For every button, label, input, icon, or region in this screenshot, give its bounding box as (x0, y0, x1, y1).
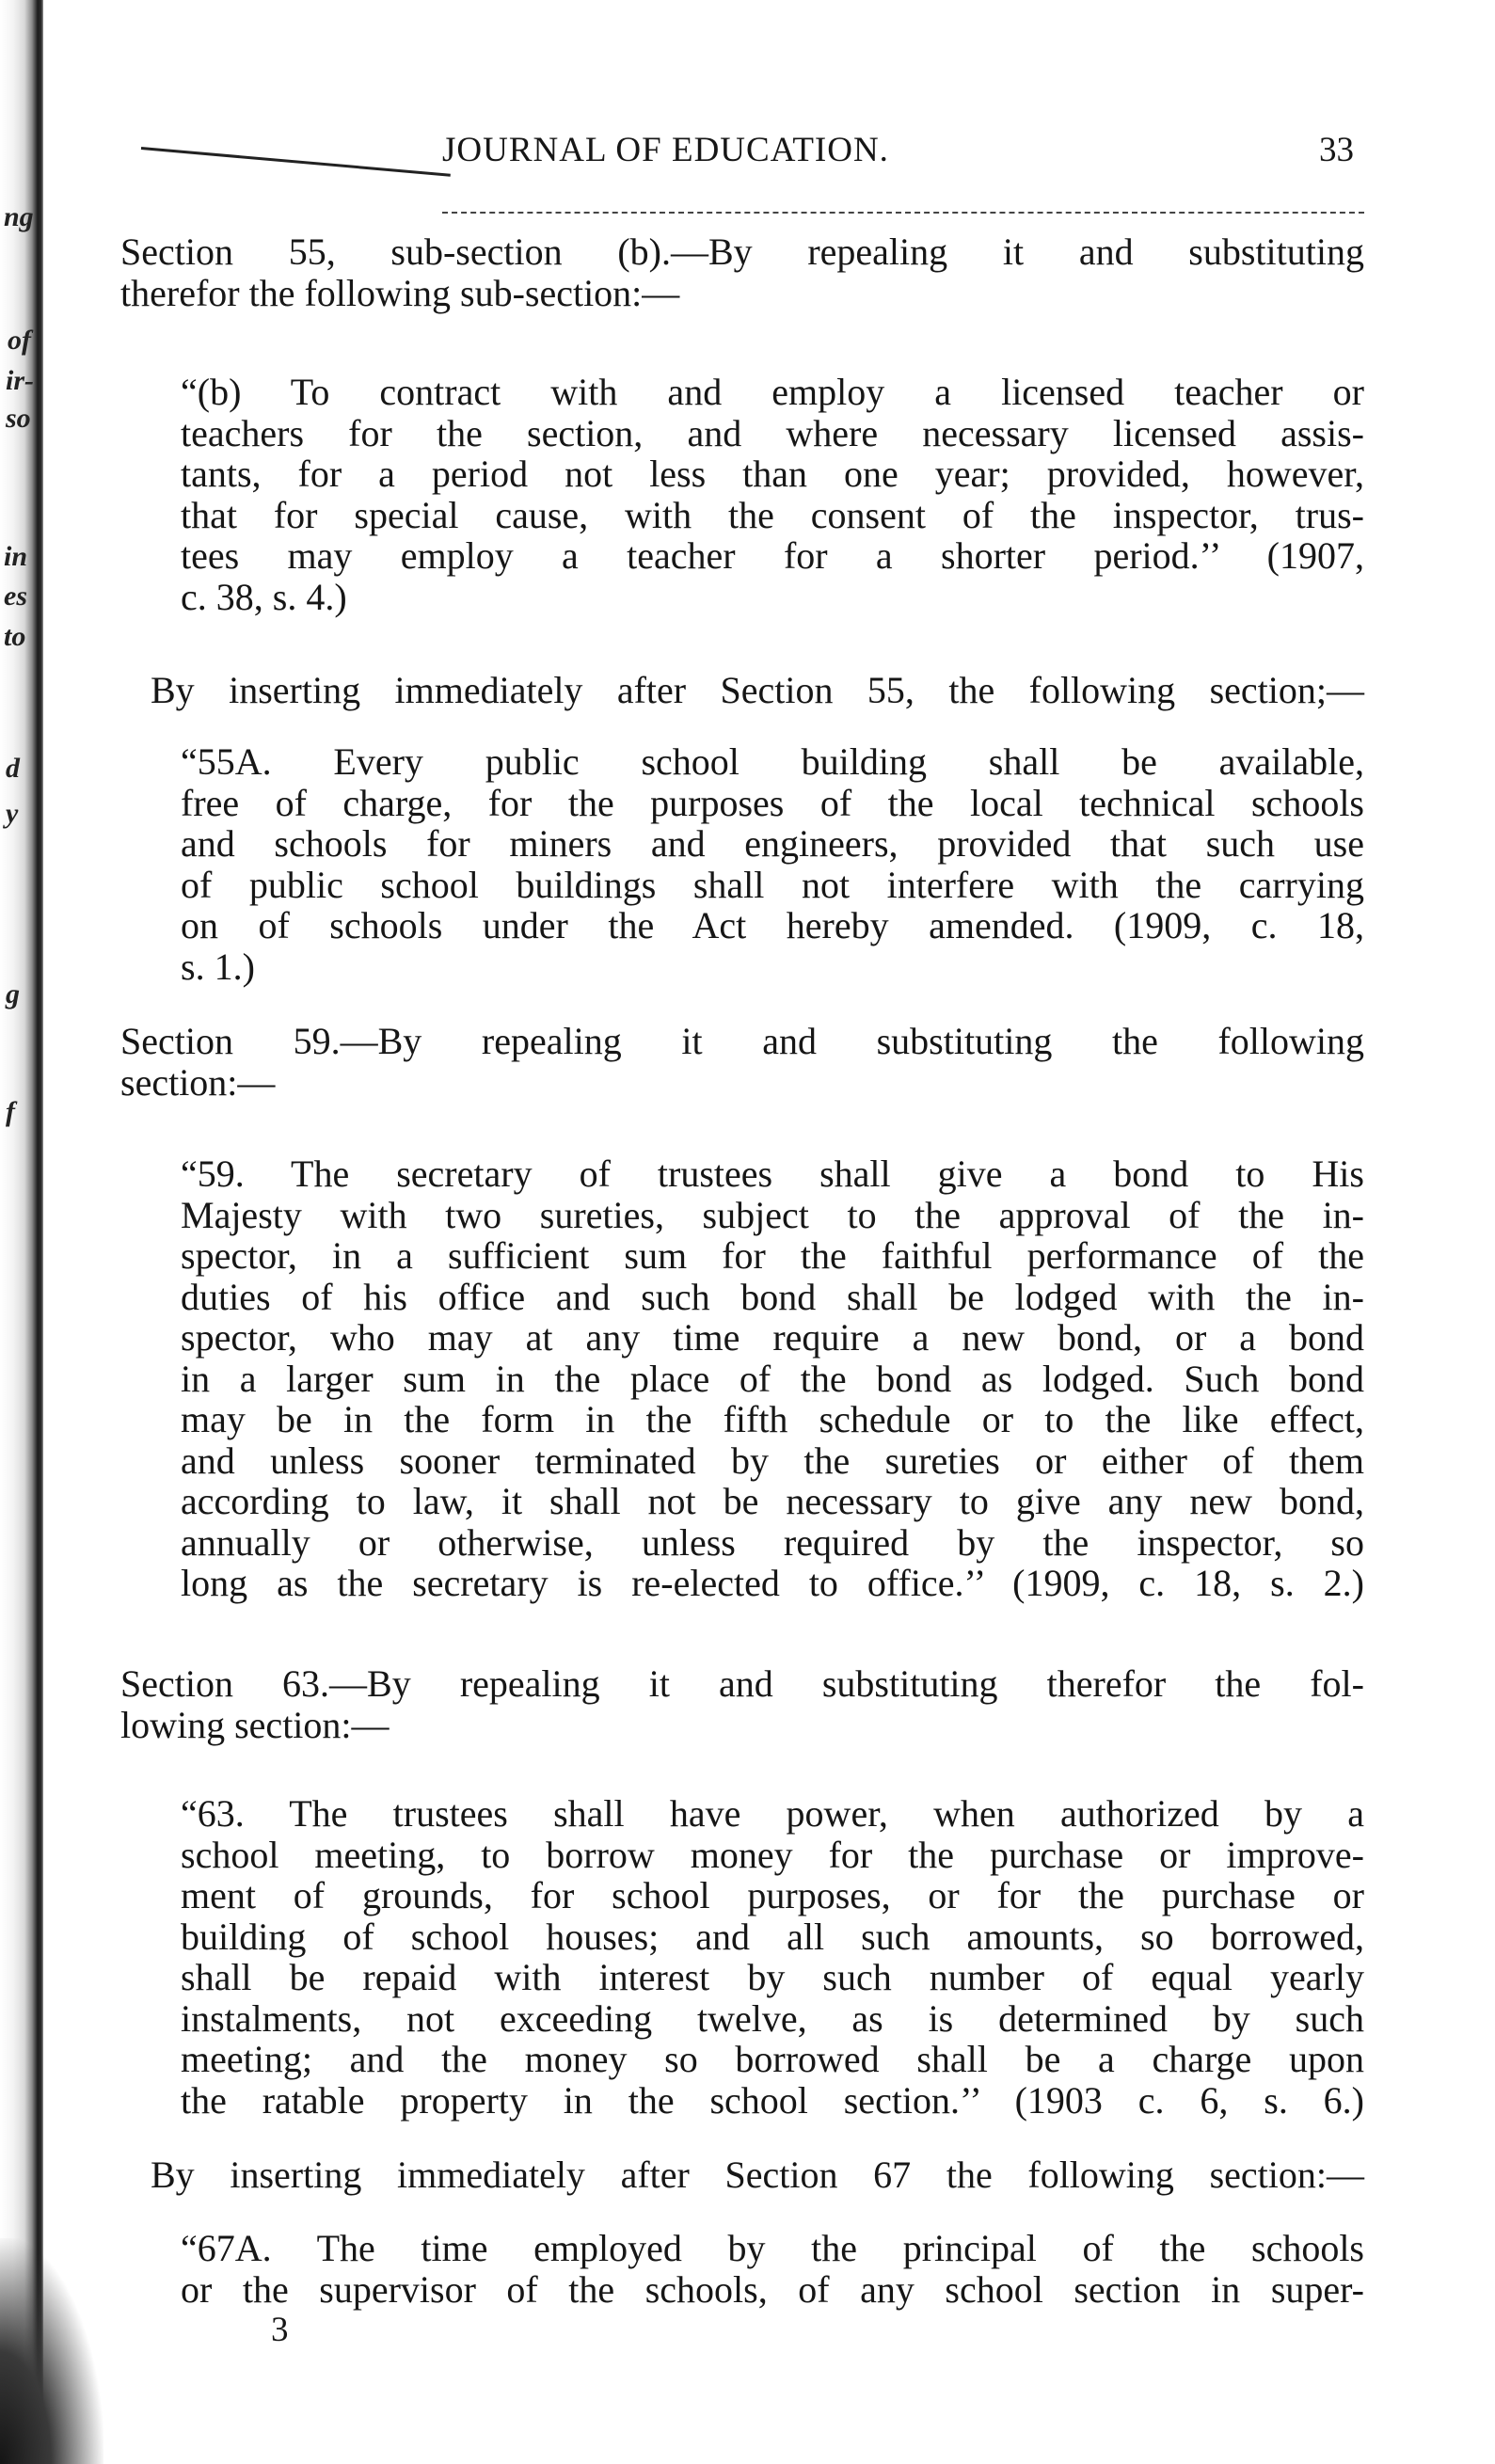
text-line: By inserting immediately after Section 67 the following section:— (151, 2154, 1364, 2196)
text-line: may be in the form in the fifth schedule or to the like effect, (181, 1398, 1364, 1440)
text-line: in a larger sum in the place of the bond as lodged. Such bond (181, 1357, 1364, 1400)
text-line: or the supervisor of the schools, of any school section in super- (181, 2267, 1364, 2311)
margin-bleed-text: d (6, 753, 20, 784)
text-line: school meeting, to borrow money for the purchase or improve- (181, 1833, 1364, 1876)
text-line: “63. The trustees shall have power, when authorized by a (181, 1792, 1364, 1835)
text-line: and schools for miners and engineers, provided that such use (181, 822, 1364, 865)
text-line: shall be repaid with interest by such number of equal yearly (181, 1956, 1364, 1998)
text-line: “(b) To contract with and employ a licensed teacher or (181, 371, 1364, 413)
section-55a-quote (181, 741, 1364, 987)
text-line: Section 55, sub-section (b).—By repealing it and substituting (120, 231, 1364, 273)
section-67a-heading (151, 2154, 1364, 2196)
margin-bleed-text: y (6, 798, 19, 829)
text-line: spector, in a sufficient sum for the faithful performance of the (181, 1234, 1364, 1277)
margin-bleed-text: so (6, 403, 31, 434)
text-line: Majesty with two sureties, subject to the approval of the in- (181, 1193, 1364, 1236)
signature-mark: 3 (271, 2311, 289, 2349)
text-line: spector, who may at any time require a new bond, or a bond (181, 1316, 1364, 1359)
text-line: “59. The secretary of trustees shall give a bond to His (181, 1153, 1364, 1195)
text-line: tees may employ a teacher for a shorter period.’’ (1907, (181, 534, 1364, 577)
text-line: lowing section:— (120, 1703, 390, 1746)
binding-shadow-bottom (0, 2238, 103, 2464)
text-line: annually or otherwise, unless required by the inspector, so (181, 1520, 1364, 1564)
margin-bleed-text: ng (4, 201, 34, 232)
text-line: building of school houses; and all such amounts, so borrowed, (181, 1915, 1364, 1958)
text-line: duties of his office and such bond shall be lodged with the in- (181, 1275, 1364, 1318)
section-67a-quote (181, 2228, 1364, 2310)
text-line: “67A. The time employed by the principal of the schools (181, 2227, 1364, 2269)
text-line: meeting; and the money so borrowed shall be a charge upon (181, 2038, 1364, 2080)
section-63-quote (181, 1793, 1364, 2121)
text-line: By inserting immediately after Section 55, the following section;— (151, 669, 1364, 711)
section-59-heading (120, 1021, 1364, 1103)
margin-bleed-text: es (4, 580, 27, 612)
section-59-quote (181, 1153, 1364, 1604)
running-header-title: JOURNAL OF EDUCATION. (442, 131, 889, 169)
text-line: section:— (120, 1060, 276, 1104)
text-line: free of charge, for the purposes of the local technical schools (181, 781, 1364, 824)
text-line: tants, for a period not less than one year; provided, however, (181, 453, 1364, 495)
margin-bleed-text: to (4, 621, 26, 652)
margin-bleed-text: of (8, 325, 31, 356)
text-line: according to law, it shall not be necessary to give any new bond, (181, 1480, 1364, 1522)
text-line: instalments, not exceeding twelve, as is determined by such (181, 1996, 1364, 2040)
text-line: on of schools under the Act hereby amended. (1909, c. 18, (181, 904, 1364, 946)
section-63-heading (120, 1663, 1364, 1745)
text-line: teachers for the section, and where necessary licensed assis- (181, 411, 1364, 454)
margin-bleed-text: g (6, 978, 20, 1009)
text-line: therefor the following sub-section:— (120, 271, 680, 314)
header-curved-rule (141, 147, 451, 177)
text-line: the ratable property in the school section.’’ (1903 c. 6, s. 6.) (181, 2078, 1364, 2122)
header-dashed-rule (442, 212, 1364, 214)
text-line: s. 1.) (181, 945, 255, 988)
page-number: 33 (1319, 131, 1354, 169)
text-line: ment of grounds, for school purposes, or for the purchase or (181, 1874, 1364, 1916)
text-line: of public school buildings shall not interfere with the carrying (181, 863, 1364, 906)
margin-bleed-text: in (4, 541, 28, 572)
text-line: and unless sooner terminated by the sureties or either of them (181, 1439, 1364, 1482)
section-55-heading (120, 231, 1364, 313)
text-line: long as the secretary is re-elected to office.’’ (1909, c. 18, s. 2.) (181, 1562, 1364, 1604)
text-line: “55A. Every public school building shall be available, (181, 740, 1364, 783)
text-line: Section 63.—By repealing it and substituting therefor the fol- (120, 1662, 1364, 1705)
section-55a-heading (151, 670, 1364, 711)
text-line: c. 38, s. 4.) (181, 575, 347, 618)
text-line: that for special cause, with the consent of the inspector, trus- (181, 493, 1364, 536)
text-line: Section 59.—By repealing it and substituting the following (120, 1020, 1364, 1062)
margin-bleed-text: f (6, 1096, 15, 1127)
section-55b-quote (181, 372, 1364, 617)
margin-bleed-text: ir- (6, 365, 34, 396)
